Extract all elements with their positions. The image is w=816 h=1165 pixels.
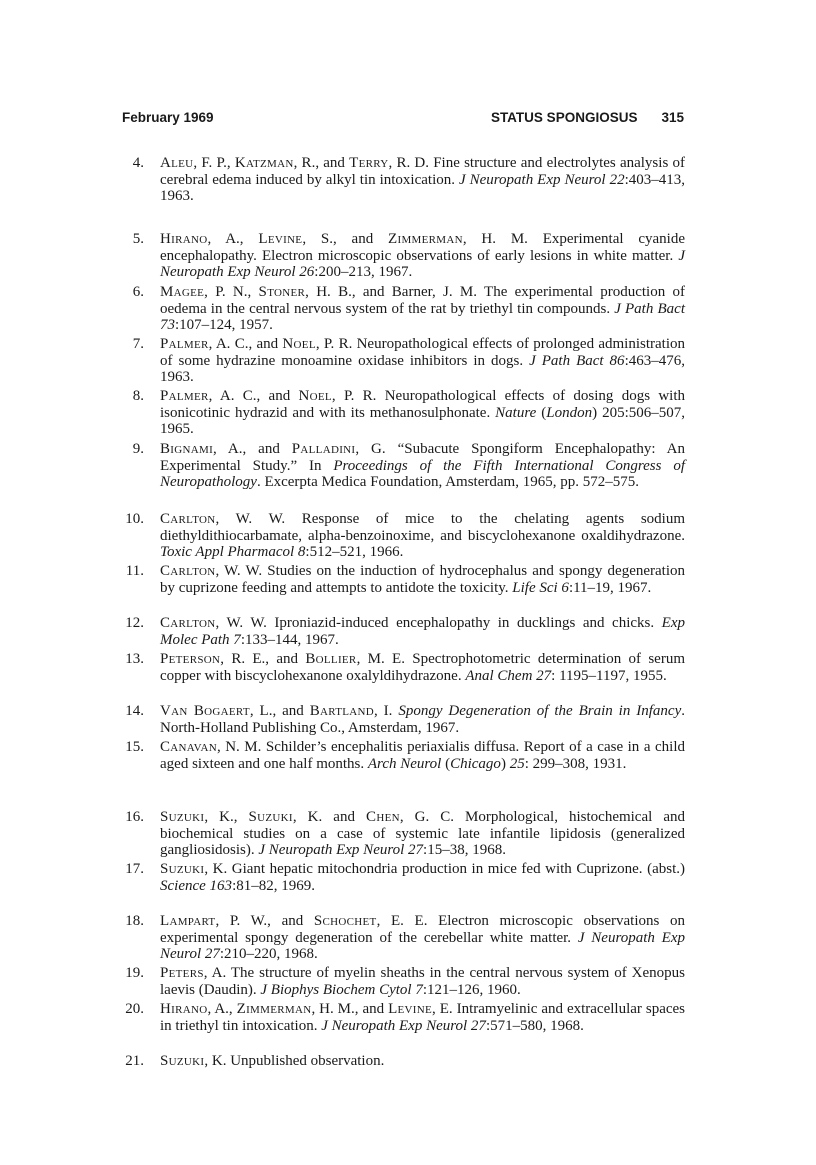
reference-segment: , H. M., and <box>311 1001 389 1017</box>
reference-text <box>160 651 685 684</box>
journal-title: Toxic Appl Pharmacol 8 <box>160 544 306 561</box>
reference-segment: , M. E. Spectrophotometric determination of serum copper with biscyclohexanone oxalyldihydrazone. <box>160 651 685 684</box>
running-title: STATUS SPONGIOSUS <box>490 110 638 125</box>
reference-segment: , A., <box>207 231 259 247</box>
reference-text <box>160 809 685 859</box>
reference-segment: , A. C., and <box>208 388 299 404</box>
reference-segment: :81–82, 1969. <box>232 877 315 894</box>
author-name: Katzman <box>234 155 294 171</box>
author-name: Schochet <box>313 913 377 929</box>
reference-text <box>160 284 685 334</box>
reference-segment: :512–521, 1966. <box>305 544 404 561</box>
reference-segment: , W. W. Studies on the induction of hydrocephalus and spongy degeneration by cuprizone feeding and attempts to antidote the toxicity. <box>160 563 685 596</box>
journal-title: J Neuropath Exp Neurol 27 <box>321 1017 486 1034</box>
author-name: Palladini <box>291 441 356 457</box>
header-right <box>491 110 684 125</box>
author-name: Suzuki <box>160 809 205 825</box>
reference-segment: , W. W. Iproniazid-induced encephalopathy in ducklings and chicks. <box>215 615 662 631</box>
reference-segment: : 1195–1197, 1955. <box>551 667 667 684</box>
journal-title: Anal Chem 27 <box>465 667 552 684</box>
reference-text <box>160 861 685 894</box>
author-name: Terry <box>349 155 389 171</box>
author-name: Levine <box>388 1001 433 1017</box>
author-name: Magee <box>160 284 205 300</box>
reference-segment: :11–19, 1967. <box>568 579 652 596</box>
reference-segment: , R., and <box>293 155 350 171</box>
reference-text <box>160 965 685 998</box>
reference-segment: :210–220, 1968. <box>219 946 318 963</box>
author-name: Noel <box>298 388 332 404</box>
reference-segment: ( <box>441 755 451 772</box>
author-name: Suzuki <box>160 861 205 877</box>
reference-segment: , R. E., and <box>220 651 306 667</box>
reference-text <box>160 1053 685 1070</box>
journal-title: J Neuropath Exp Neurol 27 <box>160 929 685 963</box>
author-name: Hirano <box>160 231 208 247</box>
author-name: Suzuki <box>160 1053 205 1069</box>
reference-segment: , G. “Subacute Spongiform Encephalopathy: An Experimental Study.” In <box>160 441 685 474</box>
reference-segment: . Excerpta Medica Foundation, Amsterdam, 1965, pp. 572–575. <box>256 474 639 491</box>
journal-title: 25 <box>509 755 525 772</box>
reference-text <box>160 388 685 438</box>
reference-segment: , A. C., and <box>208 336 283 352</box>
reference-segment: , A., <box>207 1001 237 1017</box>
reference-text <box>160 913 685 963</box>
author-name: Canavan <box>160 739 217 755</box>
reference-number: 16. <box>125 809 144 825</box>
reference-number: 8. <box>132 388 144 404</box>
reference-number: 19. <box>125 965 144 981</box>
reference-segment: , K. and <box>292 809 367 825</box>
author-name: Suzuki <box>248 809 293 825</box>
reference-segment: , N. M. Schilder’s encephalitis periaxialis diffusa. Report of a case in a child aged sixteen and one half months. <box>160 739 685 772</box>
reference-number: 15. <box>125 739 144 755</box>
journal-title: Exp Molec Path 7 <box>160 615 685 648</box>
reference-number: 17. <box>125 861 144 877</box>
reference-segment: :403–413, 1963. <box>160 171 685 205</box>
journal-title: J Path Bact 73 <box>160 300 685 334</box>
reference-text <box>160 739 685 772</box>
author-name: Stoner <box>258 284 306 300</box>
author-name: Lampart <box>160 913 216 929</box>
journal-title: J Neuropath Exp Neurol 26 <box>160 247 685 281</box>
reference-segment: :107–124, 1957. <box>175 317 273 334</box>
journal-title: Science 163 <box>160 877 233 894</box>
reference-segment: ) 205:506–507, 1965. <box>160 404 685 438</box>
author-name: Chen <box>366 809 400 825</box>
journal-title: London <box>546 404 593 421</box>
author-name: Bollier <box>305 651 357 667</box>
reference-segment: , F. P., <box>193 155 235 171</box>
reference-segment: , H. B., and Barner, J. M. The experimental production of oedema in the central nervous system of the rat by triethyl tin compounds. <box>160 284 685 317</box>
journal-title: J Neuropath Exp Neurol 27 <box>258 842 424 859</box>
reference-segment: , P. R. Neuropathological effects of prolonged administration of some hydrazine monoamine oxidase inhibitors in dogs. <box>160 336 685 369</box>
reference-segment: , W. W. Response of mice to the chelating agents sodium diethyldithiocarbamate, alpha-benzoinoxime, and biscyclohexanone oxaldihydrazone. <box>160 511 685 544</box>
page-number: 315 <box>661 110 684 125</box>
reference-text <box>160 615 685 648</box>
reference-segment: ( <box>536 404 547 421</box>
reference-segment: , H. M. Experimental cyanide encephalopathy. Electron microscopic observations of early lesions in white matter. <box>160 231 685 264</box>
author-name: Bignami <box>160 441 214 457</box>
reference-segment: , A., and <box>213 441 292 457</box>
reference-number: 9. <box>132 441 144 457</box>
author-name: Aleu <box>160 155 194 171</box>
author-name: Hirano <box>160 1001 208 1017</box>
reference-number: 12. <box>125 615 144 631</box>
reference-segment: , S., and <box>302 231 389 247</box>
author-name: Zimmerman <box>236 1001 312 1017</box>
reference-text <box>160 1001 685 1034</box>
author-name: Peters <box>160 965 204 981</box>
reference-text <box>160 231 685 281</box>
reference-number: 21. <box>125 1053 144 1069</box>
reference-segment: , R. D. Fine structure and electrolytes analysis of cerebral edema induced by alkyl tin intoxication. <box>160 155 685 188</box>
journal-title: J Path Bact 86 <box>529 352 625 369</box>
author-name: Palmer <box>160 336 209 352</box>
reference-segment: , G. C. Morphological, histochemical and biochemical studies on a case of systemic late infantile lipidosis (generalized gangliosidosis). <box>160 809 685 859</box>
reference-segment: , P. W., and <box>215 913 314 929</box>
reference-segment: . North-Holland Publishing Co., Amsterdam, 1967. <box>160 703 685 736</box>
journal-title: Arch Neurol <box>367 755 442 772</box>
reference-number: 5. <box>132 231 144 247</box>
reference-segment: ) <box>500 755 510 772</box>
reference-segment: :571–580, 1968. <box>485 1017 584 1034</box>
author-name: Van Bogaert <box>160 703 250 719</box>
author-name: Zimmerman <box>388 231 463 247</box>
journal-title: Chicago <box>450 755 501 772</box>
author-name: Peterson <box>160 651 221 667</box>
reference-number: 18. <box>125 913 144 929</box>
author-name: Carlton <box>160 615 216 631</box>
author-name: Carlton <box>160 511 216 527</box>
reference-segment: , K., <box>204 809 249 825</box>
reference-segment: , K. Giant hepatic mitochondria production in mice fed with Cuprizone. (abst.) <box>204 861 685 877</box>
reference-number: 6. <box>132 284 144 300</box>
reference-number: 20. <box>125 1001 144 1017</box>
reference-segment: :463–476, 1963. <box>160 352 685 386</box>
reference-text <box>160 336 685 386</box>
reference-number: 7. <box>132 336 144 352</box>
running-header <box>122 110 684 130</box>
reference-number: 14. <box>125 703 144 719</box>
reference-text <box>160 511 685 561</box>
reference-segment: , P. N., <box>204 284 259 300</box>
journal-title: Nature <box>495 404 537 421</box>
reference-number: 4. <box>132 155 144 171</box>
author-name: Noel <box>282 336 316 352</box>
reference-segment: , L., and <box>249 703 310 719</box>
reference-number: 10. <box>125 511 144 527</box>
author-name: Palmer <box>160 388 209 404</box>
journal-title: Spongy Degeneration of the Brain in Infancy <box>398 703 682 719</box>
journal-title: Life Sci 6 <box>512 579 569 596</box>
reference-number: 13. <box>125 651 144 667</box>
reference-segment: :121–126, 1960. <box>422 981 521 998</box>
reference-segment: , I. <box>374 703 399 719</box>
reference-text <box>160 703 685 736</box>
reference-segment: , E. Intramyelinic and extracellular spaces in triethyl tin intoxication. <box>160 1001 686 1034</box>
journal-title: J Biophys Biochem Cytol 7 <box>260 981 423 998</box>
author-name: Carlton <box>160 563 216 579</box>
reference-segment: : 299–308, 1931. <box>524 755 627 772</box>
reference-segment: :15–38, 1968. <box>423 842 506 859</box>
reference-text <box>160 563 685 596</box>
reference-number: 11. <box>125 563 144 579</box>
reference-segment: :133–144, 1967. <box>240 631 339 648</box>
reference-segment: , P. R. Neuropathological effects of dosing dogs with isonicotinic hydrazid and with its methanosulphonate. <box>160 388 686 421</box>
reference-segment: :200–213, 1967. <box>314 264 413 281</box>
reference-segment: , K. Unpublished observation. <box>204 1053 385 1069</box>
author-name: Bartland <box>309 703 374 719</box>
issue-date: February 1969 <box>122 110 214 125</box>
journal-title: Proceedings of the Fifth International Congress of Neuropathology <box>160 457 685 491</box>
journal-title: J Neuropath Exp Neurol 22 <box>458 171 625 188</box>
reference-segment: , E. E. Electron microscopic observations on experimental spongy degeneration of the cerebellar white matter. <box>160 913 685 946</box>
reference-segment: , A. The structure of myelin sheaths in the central nervous system of Xenopus laevis (Daudin). <box>160 965 685 998</box>
reference-text <box>160 155 685 205</box>
author-name: Levine <box>258 231 303 247</box>
reference-text <box>160 441 685 491</box>
